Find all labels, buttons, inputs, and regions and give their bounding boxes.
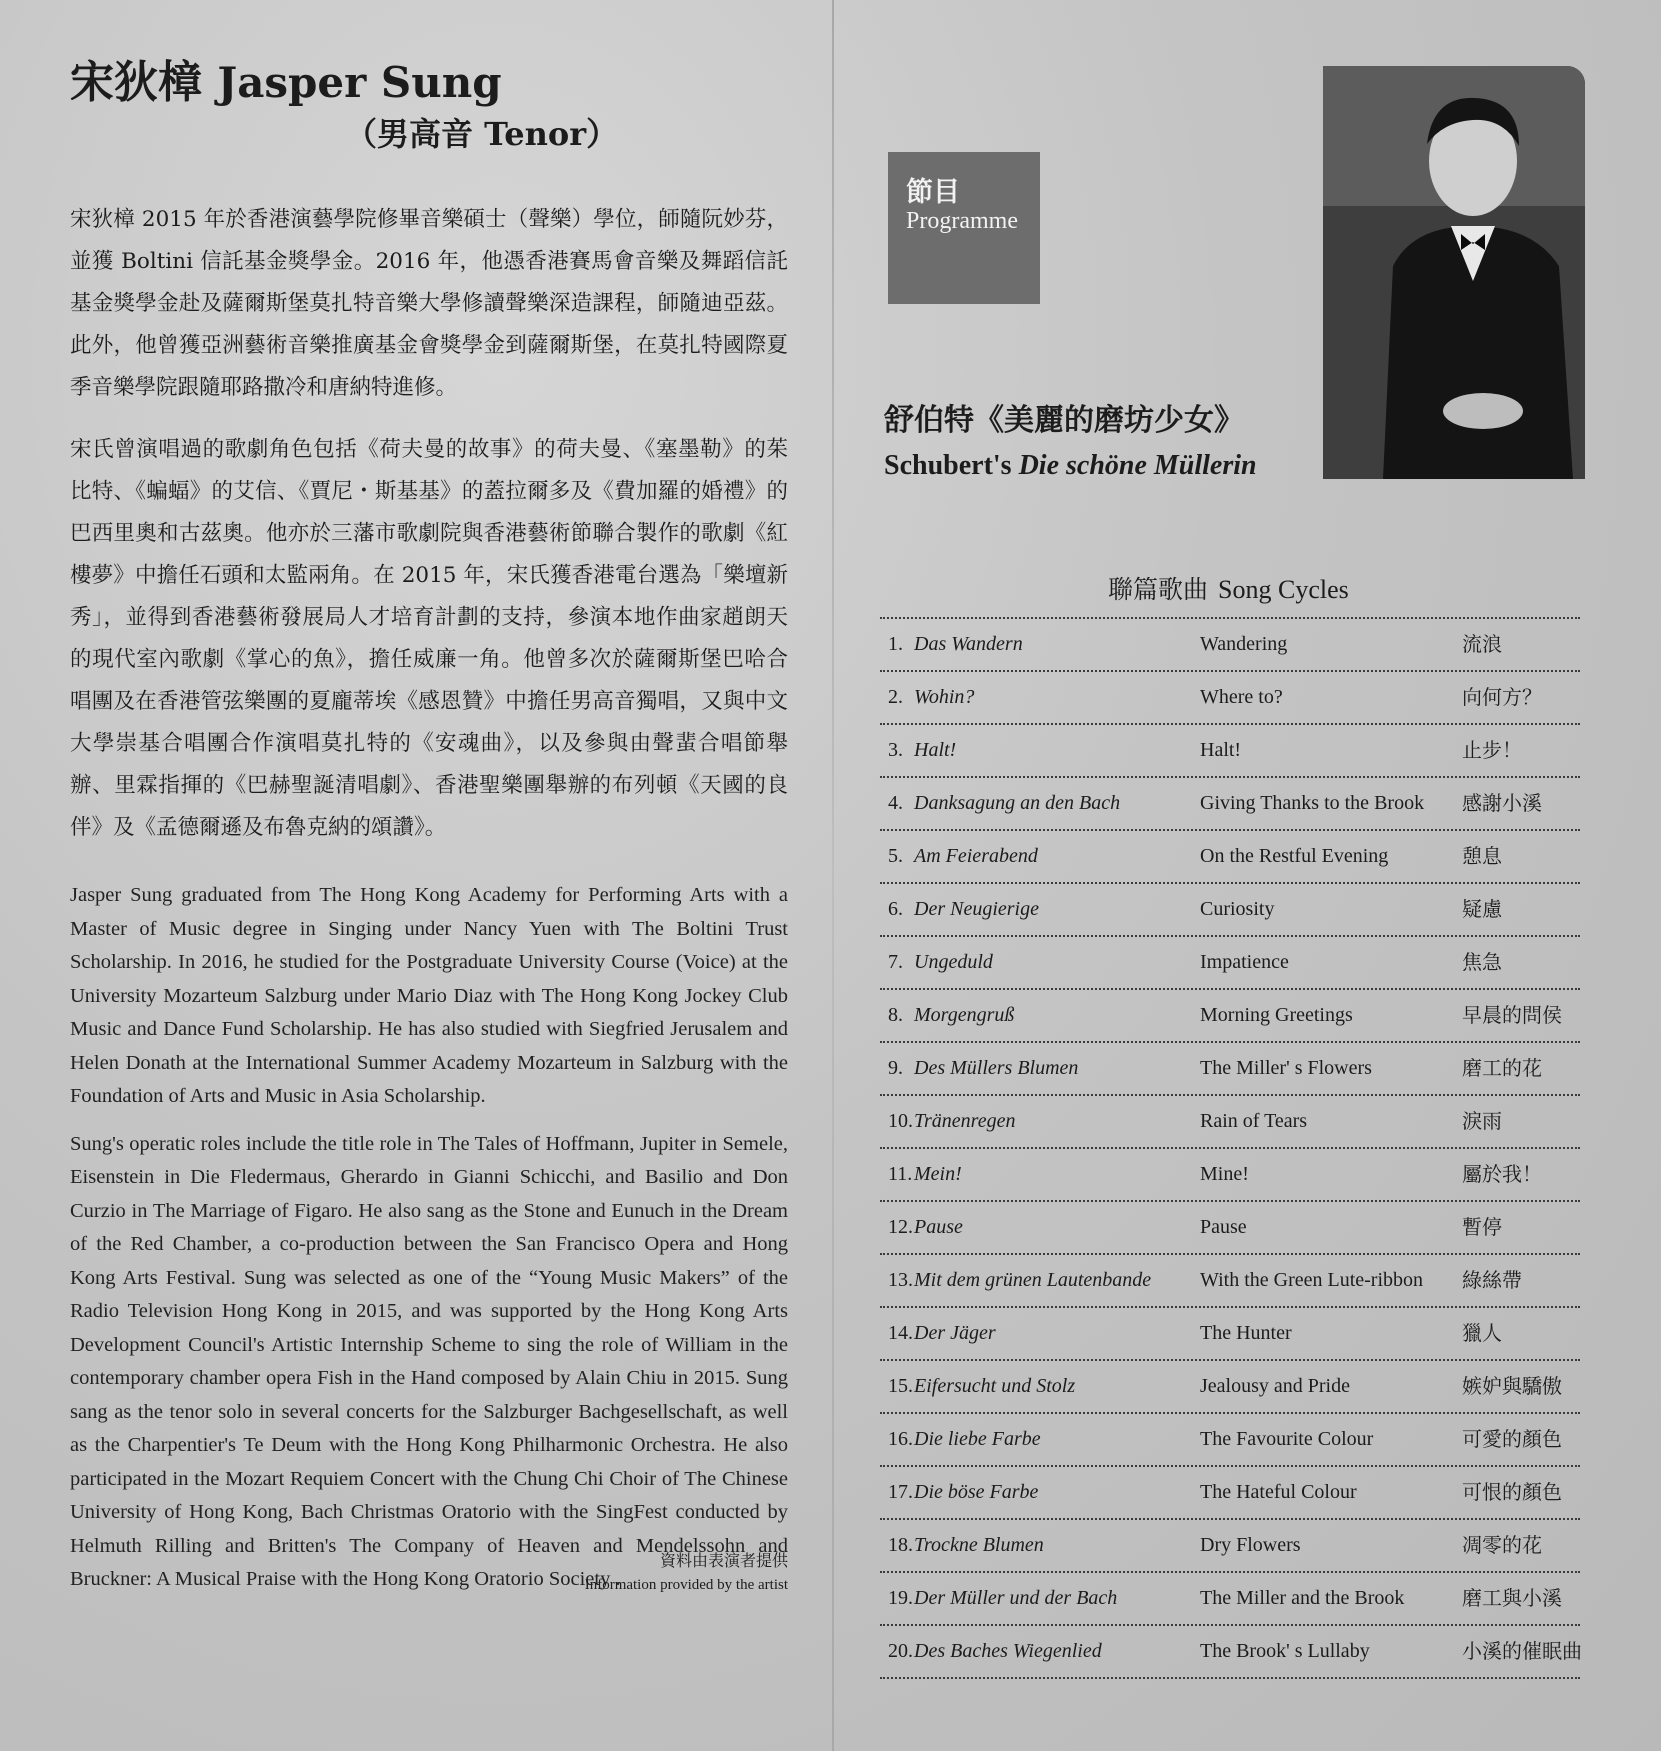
song-title-zh: 屬於我！ xyxy=(1462,1162,1542,1186)
song-title-zh: 向何方？ xyxy=(1462,685,1542,709)
song-title-de: Der Neugierige xyxy=(914,898,1039,920)
song-number: 9. xyxy=(888,1057,903,1079)
page-fold xyxy=(832,0,834,1751)
song-row xyxy=(880,1573,1580,1626)
bio-zh-paragraph: 宋氏曾演唱過的歌劇角色包括《荷夫曼的故事》的荷夫曼、《塞墨勒》的茱比特、《蝙蝠》的艾信、《賈尼・斯基基》的蓋拉爾多及《費加羅的婚禮》的巴西里奧和古茲奧。他亦於三藩市歌劇院與香港藝術節聯合製作的歌劇《紅樓夢》中擔任石頭和太監兩角。在 2015 年，宋氏獲香港電台選為「樂壇新秀」，並得到香港藝術發展局人才培育計劃的支持，參演本地作曲家趙朗天的現代室內歌劇《掌心的魚》，擔任威廉一角。他曾多次於薩爾斯堡巴哈合唱團及在香港管弦樂團的夏龐蒂埃《感恩贊》中擔任男高音獨唱，又與中文大學崇基合唱團合作演唱莫扎特的《安魂曲》，以及參與由聲蜚合唱節舉辦、里霖指揮的《巴赫聖誕清唱劇》、香港聖樂團舉辦的布列頓《天國的良伴》及《孟德爾遜及布魯克納的頌讚》。 xyxy=(70,437,788,840)
song-title-de: Der Jäger xyxy=(914,1322,996,1344)
song-title-en: Curiosity xyxy=(1200,898,1275,920)
song-title-de: Die böse Farbe xyxy=(914,1481,1039,1503)
song-number: 5. xyxy=(888,845,903,867)
song-title-zh: 綠絲帶 xyxy=(1462,1268,1522,1292)
song-title-zh: 疑慮 xyxy=(1462,897,1502,921)
song-title-de: Pause xyxy=(914,1216,963,1238)
song-title-en: Dry Flowers xyxy=(1200,1534,1301,1556)
song-number: 15. xyxy=(888,1375,913,1397)
song-title-de: Eifersucht und Stolz xyxy=(914,1375,1076,1397)
song-title-zh: 嫉妒與驕傲 xyxy=(1462,1374,1562,1398)
song-number: 4. xyxy=(888,792,903,814)
song-title-zh: 憩息 xyxy=(1462,844,1502,868)
song-row xyxy=(880,937,1580,990)
song-title-de: Ungeduld xyxy=(914,951,993,973)
song-number: 3. xyxy=(888,739,903,761)
song-row xyxy=(880,1149,1580,1202)
song-row xyxy=(880,778,1580,831)
song-title-en: Wandering xyxy=(1200,633,1288,655)
song-title-en: With the Green Lute-ribbon xyxy=(1200,1269,1424,1291)
song-row xyxy=(880,990,1580,1043)
song-cycles-heading-en: Song Cycles xyxy=(1218,575,1349,604)
song-cycles-heading-zh: 聯篇歌曲 xyxy=(1108,575,1209,604)
song-title-de: Trockne Blumen xyxy=(914,1534,1044,1556)
song-number: 1. xyxy=(888,633,903,655)
song-number: 16. xyxy=(888,1428,913,1450)
song-number: 14. xyxy=(888,1322,913,1344)
song-title-zh: 小溪的催眠曲 xyxy=(1462,1639,1582,1663)
song-row xyxy=(880,1202,1580,1255)
song-title-en: Jealousy and Pride xyxy=(1200,1375,1350,1397)
song-row xyxy=(880,1255,1580,1308)
song-title-de: Tränenregen xyxy=(914,1110,1016,1132)
song-title-en: Pause xyxy=(1200,1216,1247,1238)
source-credit xyxy=(430,1548,788,1596)
song-number: 6. xyxy=(888,898,903,920)
work-title-en-prefix: Schubert's xyxy=(884,450,1019,481)
song-title-de: Morgengruß xyxy=(914,1004,1015,1026)
song-row xyxy=(880,1043,1580,1096)
song-title-de: Am Feierabend xyxy=(914,845,1038,867)
song-row xyxy=(880,1467,1580,1520)
song-title-en: Impatience xyxy=(1200,951,1289,973)
song-number: 19. xyxy=(888,1587,913,1609)
song-title-en: The Hunter xyxy=(1200,1322,1292,1344)
song-row xyxy=(880,725,1580,778)
song-title-de: Das Wandern xyxy=(914,633,1023,655)
song-number: 8. xyxy=(888,1004,903,1026)
song-row xyxy=(880,672,1580,725)
song-number: 12. xyxy=(888,1216,913,1238)
song-title-zh: 可恨的顏色 xyxy=(1462,1480,1562,1504)
song-title-zh: 流浪 xyxy=(1462,632,1502,656)
song-title-de: Danksagung an den Bach xyxy=(914,792,1121,814)
song-title-de: Die liebe Farbe xyxy=(914,1428,1041,1450)
programme-label-box xyxy=(888,152,1040,304)
song-title-zh: 感謝小溪 xyxy=(1462,791,1542,815)
song-title-de: Mein! xyxy=(914,1163,962,1185)
work-title-en-italic: Die schöne Müllerin xyxy=(1018,450,1257,481)
song-title-de: Des Baches Wiegenlied xyxy=(914,1640,1102,1662)
bio-en-paragraph: Sung's operatic roles include the title role in The Tales of Hoffmann, Jupiter in Semele, Eisenstein in Die Fledermaus, Gherardo in Gianni Schicchi, and Basilio and Don Curzio in The Marriage of Figaro. He also sang as the Stone and Eunuch in the Dream of the Red Chamber, a co-production between the San Francisco Opera and Hong Kong Arts Festival. Sung was selected as one of the “Young Music Makers” of the Radio Television Hong Kong in 2015, and was supported by the Hong Kong Arts Development Council's Artistic Internship Scheme to sing the role of William in the contemporary chamber opera Fish in the Hand composed by Alain Chiu in 2015. Sung sang as the tenor solo in several concerts for the Salzburger Bachgesellschaft, as well as the Charpentier's Te Deum with the Hong Kong Philharmonic Orchestra. He also participated in the Mozart Requiem Concert with the Chung Chi Choir of The Chinese University of Hong Kong, Bach Christmas Oratorio with the SingFest conducted by Helmuth Rilling and Britten's The Company of Heaven and Mendelssohn and Bruckner: A Musical Praise with the Hong Kong Oratorio Society . xyxy=(70,1132,788,1590)
song-title-zh: 止步！ xyxy=(1462,738,1522,762)
song-title-de: Des Müllers Blumen xyxy=(914,1057,1079,1079)
song-title-zh: 早晨的問侯 xyxy=(1462,1003,1562,1027)
credit-en: Information provided by the artist xyxy=(584,1577,788,1593)
credit-zh: 資料由表演者提供 xyxy=(659,1551,788,1570)
song-row xyxy=(880,1626,1580,1679)
song-title-en: Mine! xyxy=(1200,1163,1249,1185)
song-title-en: Rain of Tears xyxy=(1200,1110,1308,1132)
song-title-zh: 可愛的顏色 xyxy=(1462,1427,1562,1451)
song-number: 13. xyxy=(888,1269,913,1291)
song-title-zh: 焦急 xyxy=(1462,950,1502,974)
song-title-de: Halt! xyxy=(914,739,957,761)
song-title-zh: 暫停 xyxy=(1462,1215,1502,1239)
song-row xyxy=(880,831,1580,884)
song-number: 20. xyxy=(888,1640,913,1662)
bio-en-paragraph: Jasper Sung graduated from The Hong Kong Academy for Performing Arts with a Master of Music degree in Singing under Nancy Yuen with The Boltini Trust Scholarship. In 2016, he studied for the Postgraduate University Course (Voice) at the University Mozarteum Salzburg under Mario Diaz with The Hong Kong Jockey Club Music and Dance Fund Scholarship. He has also studied with Siegfried Jerusalem and Helen Donath at the International Summer Academy Mozarteum in Salzburg with the Foundation of Arts and Music in Asia Scholarship. xyxy=(70,884,788,1107)
song-cycles-heading xyxy=(1108,570,1349,606)
song-number: 18. xyxy=(888,1534,913,1556)
song-row xyxy=(880,1096,1580,1149)
artist-photo xyxy=(1323,66,1585,479)
song-title-zh: 磨工與小溪 xyxy=(1462,1586,1562,1610)
song-title-zh: 凋零的花 xyxy=(1462,1533,1542,1557)
work-title-en xyxy=(884,450,1257,482)
song-title-zh: 淚雨 xyxy=(1462,1109,1502,1133)
song-title-en: The Brook' s Lullaby xyxy=(1200,1640,1370,1662)
song-title-en: On the Restful Evening xyxy=(1200,845,1389,867)
song-title-en: Where to? xyxy=(1200,686,1283,708)
song-title-en: The Miller' s Flowers xyxy=(1200,1057,1372,1079)
bio-zh-paragraph: 宋狄樟 2015 年於香港演藝學院修畢音樂碩士（聲樂）學位，師隨阮妙芬，並獲 Boltini 信託基金獎學金。2016 年，他憑香港賽馬會音樂及舞蹈信託基金獎學金赴及薩爾斯堡莫扎特音樂大學修讀聲樂深造課程，師隨迪亞茲。此外，他曾獲亞洲藝術音樂推廣基金會獎學金到薩爾斯堡，在莫扎特國際夏季音樂學院跟隨耶路撒冷和唐納特進修。 xyxy=(70,207,788,400)
song-title-en: Giving Thanks to the Brook xyxy=(1200,792,1425,814)
song-number: 17. xyxy=(888,1481,913,1503)
song-title-zh: 獵人 xyxy=(1462,1321,1502,1345)
song-title-de: Wohin? xyxy=(914,686,975,708)
work-title-zh: 舒伯特《美麗的磨坊少女》 xyxy=(884,403,1244,438)
song-number: 10. xyxy=(888,1110,913,1132)
artist-voice-type: （男高音 Tenor） xyxy=(345,115,619,153)
song-title-de: Mit dem grünen Lautenbande xyxy=(914,1269,1152,1291)
song-row xyxy=(880,1361,1580,1414)
song-title-de: Der Müller und der Bach xyxy=(914,1587,1118,1609)
song-title-en: The Hateful Colour xyxy=(1200,1481,1357,1503)
song-row xyxy=(880,1520,1580,1573)
artist-name xyxy=(70,55,788,111)
song-row xyxy=(880,617,1580,672)
song-list xyxy=(880,617,1580,1679)
song-title-en: The Favourite Colour xyxy=(1200,1428,1374,1450)
artist-bio xyxy=(70,55,788,1597)
artist-name-zh: 宋狄樟 xyxy=(70,57,202,108)
programme-label-zh: 節目 xyxy=(906,177,960,208)
song-title-en: Morning Greetings xyxy=(1200,1004,1353,1026)
song-title-en: The Miller and the Brook xyxy=(1200,1587,1405,1609)
song-number: 7. xyxy=(888,951,903,973)
song-title-en: Halt! xyxy=(1200,739,1242,761)
song-number: 11. xyxy=(888,1163,913,1185)
artist-portrait-illustration xyxy=(1323,66,1585,479)
artist-name-en: Jasper Sung xyxy=(217,58,502,107)
song-title-zh: 磨工的花 xyxy=(1462,1056,1542,1080)
programme-label-en: Programme xyxy=(906,208,1018,234)
song-number: 2. xyxy=(888,686,903,708)
song-row xyxy=(880,1308,1580,1361)
song-row xyxy=(880,1414,1580,1467)
song-row xyxy=(880,884,1580,937)
